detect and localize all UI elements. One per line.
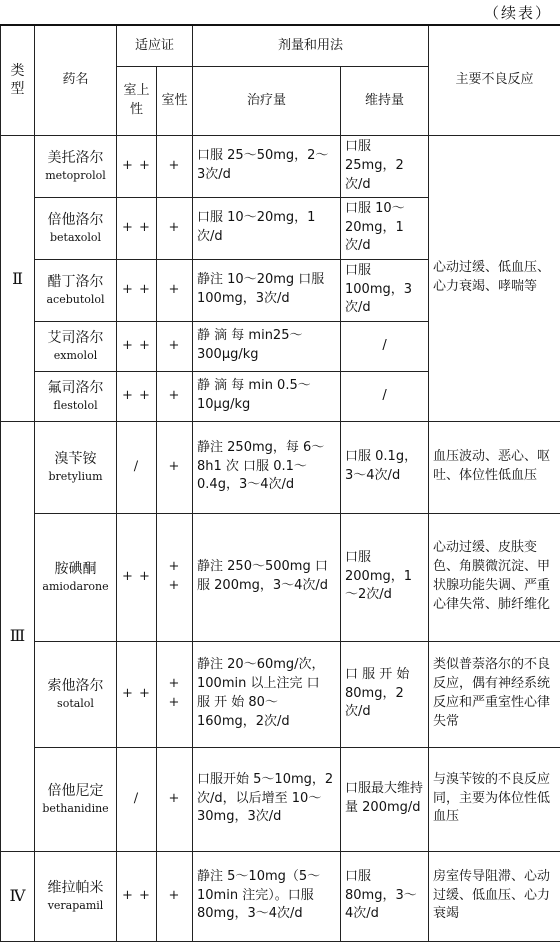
- header-supraventricular: 室上性: [117, 67, 157, 136]
- supraventricular-cell: + +: [117, 259, 157, 321]
- maintenance-dose: /: [341, 371, 429, 421]
- adverse-reactions: 心动过缓、皮肤变色、角膜微沉淀、甲状腺功能失调、严重心律失常、肺纤维化: [429, 513, 560, 641]
- treatment-dose: 静 滴 每 min25～300μg/kg: [193, 321, 341, 371]
- treatment-dose: 口服 10～20mg，1次/d: [193, 197, 341, 259]
- adverse-reactions: 房室传导阻滞、心动过缓、低血压、心力衰竭: [429, 851, 560, 941]
- header-maintenance: 维持量: [341, 67, 429, 136]
- class-label: Ⅳ: [1, 851, 35, 941]
- drug-name: 胺碘酮 amiodarone: [35, 513, 117, 641]
- treatment-dose: 静注 5～10mg（5～10min 注完）。口服 80mg，3～4次/d: [193, 851, 341, 941]
- treatment-dose: 静 滴 每 min 0.5～10μg/kg: [193, 371, 341, 421]
- ventricular-cell: +: [157, 136, 193, 198]
- supraventricular-cell: /: [117, 421, 157, 513]
- maintenance-dose: 口服 80mg，3～4次/d: [341, 851, 429, 941]
- drug-name: 索他洛尔 sotalol: [35, 641, 117, 747]
- supraventricular-cell: + +: [117, 641, 157, 747]
- drug-name: 美托洛尔 metoprolol: [35, 136, 117, 198]
- ventricular-cell: +: [157, 851, 193, 941]
- supraventricular-cell: + +: [117, 197, 157, 259]
- ventricular-cell: + +: [157, 641, 193, 747]
- treatment-dose: 静注 20～60mg/次，100min 以上注完 口 服 开 始 80～160mg，2次/d: [193, 641, 341, 747]
- ventricular-cell: +: [157, 259, 193, 321]
- adverse-reactions: 血压波动、恶心、呕吐、体位性低血压: [429, 421, 560, 513]
- supraventricular-cell: + +: [117, 851, 157, 941]
- class-label: Ⅱ: [1, 136, 35, 422]
- header-indication: 适应证: [117, 25, 193, 67]
- maintenance-dose: 口服 100mg，3次/d: [341, 259, 429, 321]
- header-dosage: 剂量和用法: [193, 25, 429, 67]
- drug-name: 维拉帕米 verapamil: [35, 851, 117, 941]
- drug-name: 氟司洛尔 flestolol: [35, 371, 117, 421]
- drug-name: 溴苄铵 bretylium: [35, 421, 117, 513]
- drug-name: 倍他洛尔 betaxolol: [35, 197, 117, 259]
- ventricular-cell: +: [157, 747, 193, 851]
- supraventricular-cell: + +: [117, 513, 157, 641]
- maintenance-dose: 口 服 开 始 80mg，2 次/d: [341, 641, 429, 747]
- header-drug: 药名: [35, 25, 117, 136]
- maintenance-dose: /: [341, 321, 429, 371]
- maintenance-dose: 口服最大维持量 200mg/d: [341, 747, 429, 851]
- ventricular-cell: +: [157, 197, 193, 259]
- ventricular-cell: +: [157, 371, 193, 421]
- ventricular-cell: +: [157, 421, 193, 513]
- maintenance-dose: 口服 200mg，1～2次/d: [341, 513, 429, 641]
- treatment-dose: 静注 10～20mg 口服 100mg，3次/d: [193, 259, 341, 321]
- treatment-dose: 口服 25～50mg，2～3次/d: [193, 136, 341, 198]
- supraventricular-cell: + +: [117, 136, 157, 198]
- drug-name: 倍他尼定 bethanidine: [35, 747, 117, 851]
- drug-name: 醋丁洛尔 acebutolol: [35, 259, 117, 321]
- treatment-dose: 口服开始 5～10mg，2次/d，以后增至 10～30mg，3次/d: [193, 747, 341, 851]
- treatment-dose: 静注 250～500mg 口服 200mg，3～4次/d: [193, 513, 341, 641]
- ventricular-cell: + +: [157, 513, 193, 641]
- maintenance-dose: 口服 25mg，2次/d: [341, 136, 429, 198]
- class-label: Ⅲ: [1, 421, 35, 851]
- header-treatment: 治疗量: [193, 67, 341, 136]
- header-type: 类型: [1, 25, 35, 136]
- adverse-reactions: 与溴苄铵的不良反应同，主要为体位性低血压: [429, 747, 560, 851]
- antiarrhythmic-drug-table: [0, 24, 560, 942]
- header-ventricular: 室性: [157, 67, 193, 136]
- continued-label: （续表）: [483, 4, 552, 22]
- maintenance-dose: 口服 0.1g，3～4次/d: [341, 421, 429, 513]
- treatment-dose: 静注 250mg，每 6～8h1 次 口服 0.1～0.4g，3～4次/d: [193, 421, 341, 513]
- ventricular-cell: +: [157, 321, 193, 371]
- adverse-reactions: 类似普萘洛尔的不良反应，偶有神经系统反应和严重室性心律失常: [429, 641, 560, 747]
- header-adverse: 主要不良反应: [429, 25, 560, 136]
- supraventricular-cell: + +: [117, 371, 157, 421]
- supraventricular-cell: + +: [117, 321, 157, 371]
- adverse-reactions: 心动过缓、低血压、心力衰竭、哮喘等: [429, 136, 560, 422]
- supraventricular-cell: /: [117, 747, 157, 851]
- drug-name: 艾司洛尔 exmolol: [35, 321, 117, 371]
- maintenance-dose: 口服 10～20mg，1 次/d: [341, 197, 429, 259]
